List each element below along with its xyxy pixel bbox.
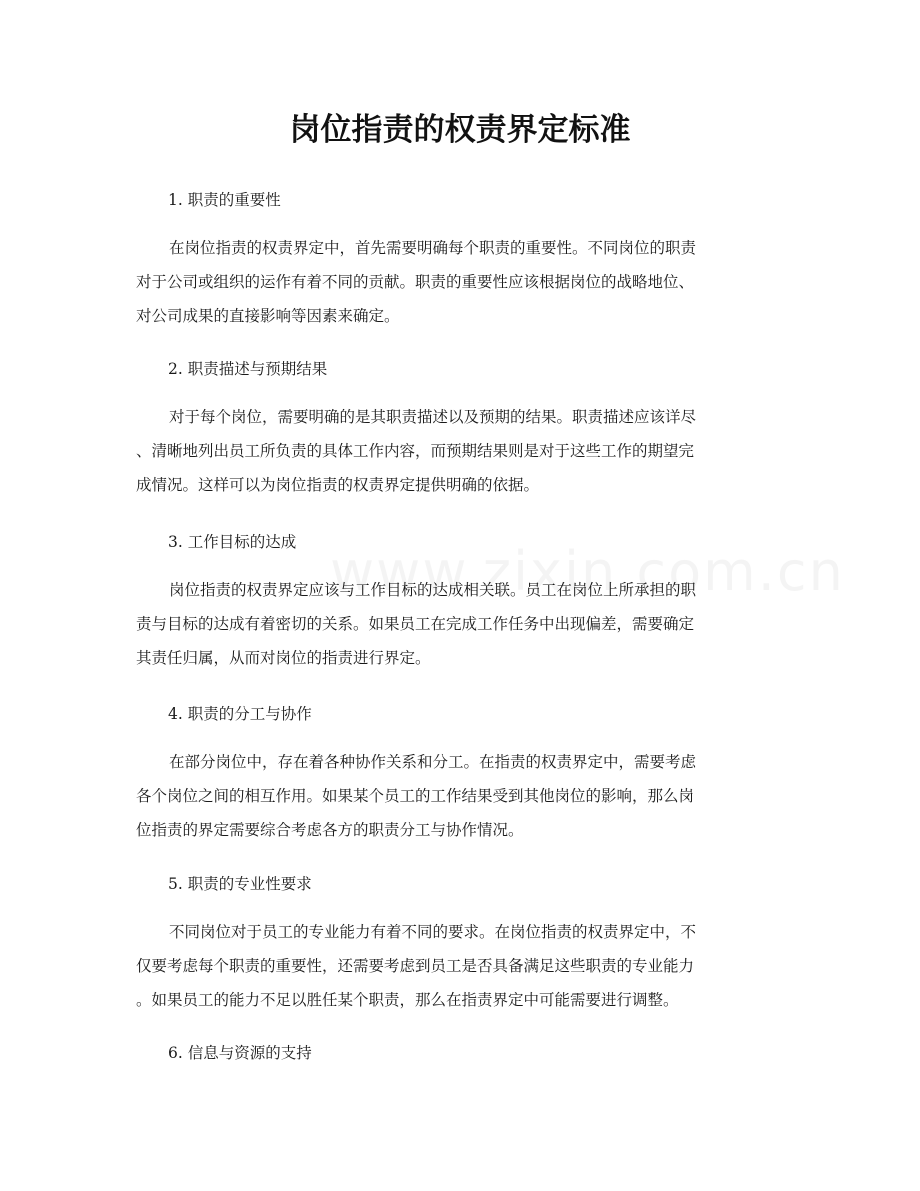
section-paragraph-4	[136, 745, 798, 847]
paragraph-line: 仅要考虑每个职责的重要性，还需要考虑到员工是否具备满足这些职责的专业能力	[136, 957, 695, 975]
page-title: 岗位指责的权责界定标准	[289, 112, 631, 148]
section-heading-6: 6. 信息与资源的支持	[168, 1044, 312, 1062]
section-heading-5: 5. 职责的专业性要求	[168, 875, 312, 893]
section-paragraph-3	[136, 573, 798, 675]
paragraph-line: 各个岗位之间的相互作用。如果某个员工的工作结果受到其他岗位的影响，那么岗	[136, 787, 695, 805]
paragraph-line: 在岗位指责的权责界定中，首先需要明确每个职责的重要性。不同岗位的职责	[169, 239, 697, 257]
section-heading-1: 1. 职责的重要性	[168, 191, 281, 209]
paragraph-line: 位指责的界定需要综合考虑各方的职责分工与协作情况。	[136, 821, 524, 839]
paragraph-line: 对于每个岗位，需要明确的是其职责描述以及预期的结果。职责描述应该详尽	[169, 408, 697, 426]
paragraph-line: 责与目标的达成有着密切的关系。如果员工在完成工作任务中出现偏差，需要确定	[136, 615, 695, 633]
paragraph-line: 岗位指责的权责界定应该与工作目标的达成相关联。员工在岗位上所承担的职	[169, 581, 697, 599]
section-heading-2: 2. 职责描述与预期结果	[168, 360, 328, 378]
section-paragraph-2	[136, 400, 798, 502]
section-paragraph-1	[136, 231, 798, 333]
paragraph-line: 对于公司或组织的运作有着不同的贡献。职责的重要性应该根据岗位的战略地位、	[136, 273, 695, 291]
paragraph-line: 不同岗位对于员工的专业能力有着不同的要求。在岗位指责的权责界定中，不	[169, 923, 697, 941]
paragraph-line: 、清晰地列出员工所负责的具体工作内容，而预期结果则是对于这些工作的期望完	[136, 442, 695, 460]
section-paragraph-5	[136, 915, 798, 1017]
paragraph-line: 在部分岗位中，存在着各种协作关系和分工。在指责的权责界定中，需要考虑	[169, 753, 697, 771]
paragraph-line: 。如果员工的能力不足以胜任某个职责，那么在指责界定中可能需要进行调整。	[136, 991, 679, 1009]
paragraph-line: 成情况。这样可以为岗位指责的权责界定提供明确的依据。	[136, 476, 540, 494]
paragraph-line: 对公司成果的直接影响等因素来确定。	[136, 307, 400, 325]
paragraph-line: 其责任归属，从而对岗位的指责进行界定。	[136, 649, 431, 667]
section-heading-4: 4. 职责的分工与协作	[168, 705, 312, 723]
section-heading-3: 3. 工作目标的达成	[168, 533, 297, 551]
